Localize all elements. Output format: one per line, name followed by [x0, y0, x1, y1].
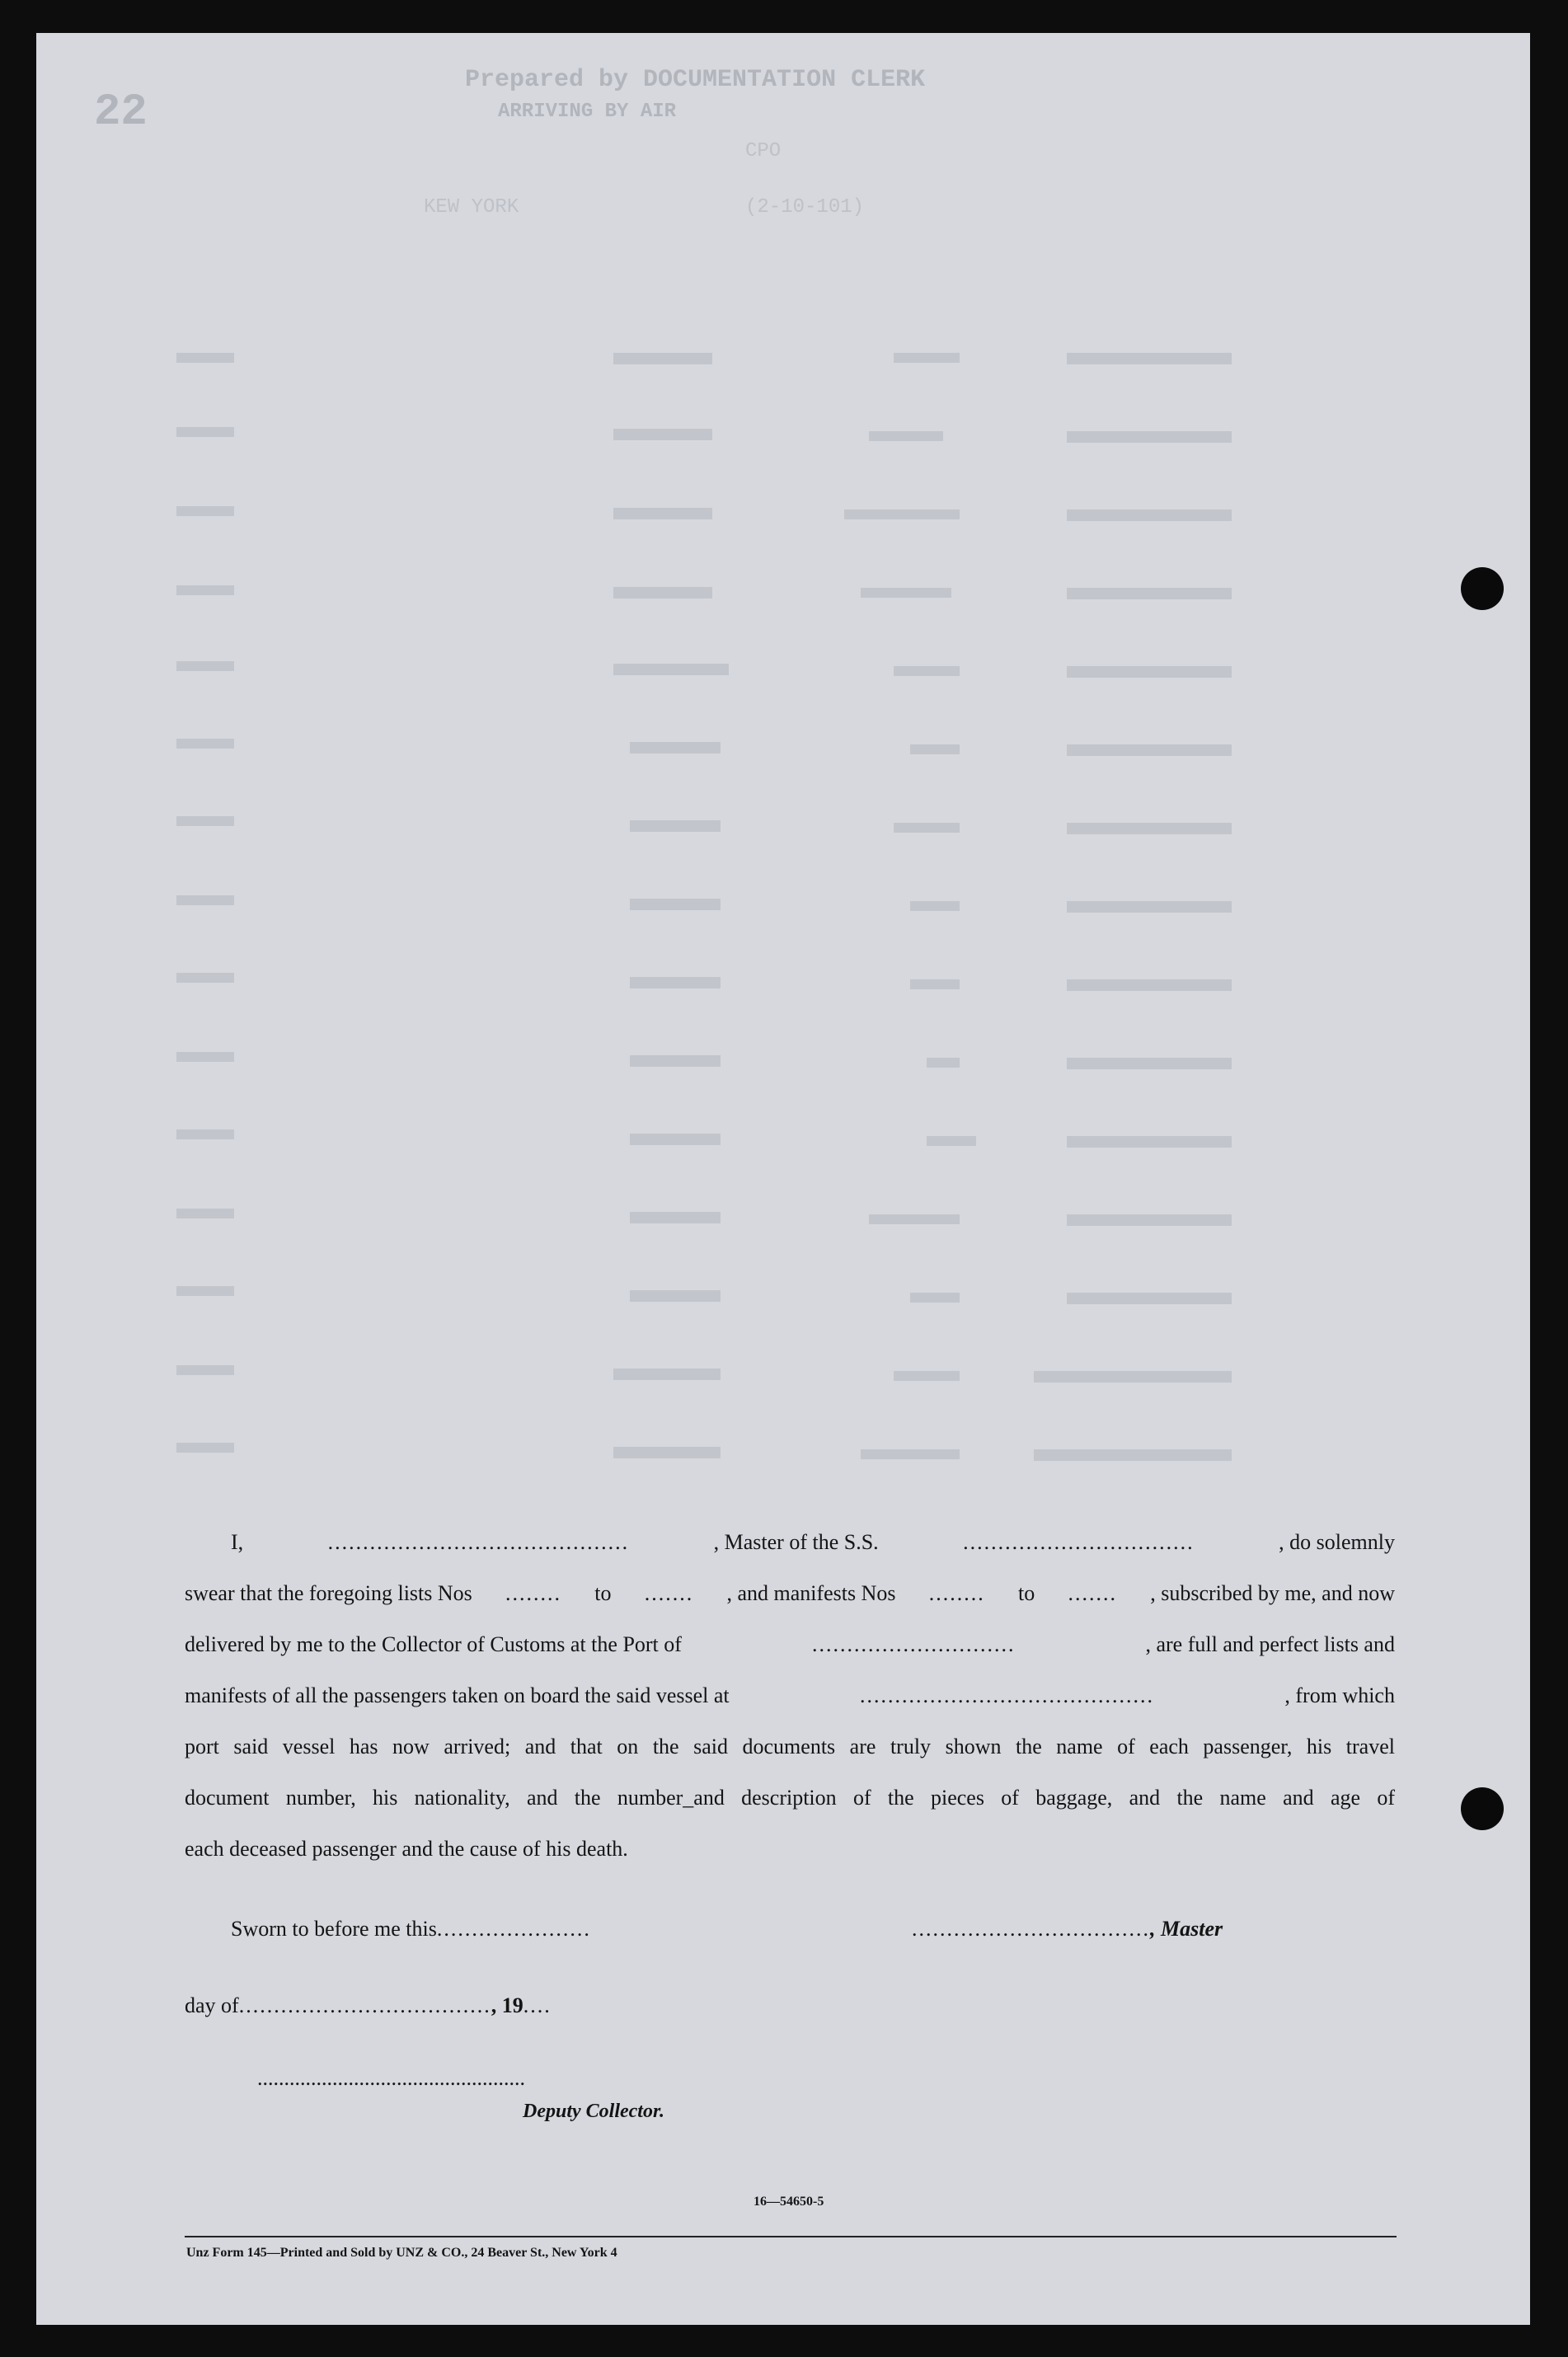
bleed-through-list-no: (2-10-101) — [745, 196, 865, 218]
master-label: , Master — [1150, 1917, 1223, 1941]
punch-hole-top — [1461, 567, 1504, 610]
deputy-signature-blank[interactable]: .................................................. — [257, 2066, 525, 2090]
sworn-date-blank[interactable]: ...................... — [436, 1917, 591, 1941]
manifests-from-blank[interactable]: ........ — [928, 1581, 985, 1605]
ship-name-blank[interactable]: ................................. — [963, 1530, 1195, 1554]
bleed-through-header: Prepared by DOCUMENTATION CLERK — [465, 66, 926, 94]
bleed-through-port: KEW YORK — [424, 196, 519, 218]
master-signature-blank[interactable]: .................................. — [912, 1917, 1150, 1941]
day-of-line: day of...................................., 19.... — [185, 1993, 552, 2017]
form-page — [36, 33, 1530, 2325]
bleed-through-code: CPO — [745, 140, 782, 162]
master-name-blank[interactable]: ........................................... — [327, 1530, 630, 1554]
lists-to-blank[interactable]: ....... — [644, 1581, 694, 1605]
punch-hole-bottom — [1461, 1787, 1504, 1830]
deputy-collector-label: Deputy Collector. — [523, 2101, 664, 2122]
oath-line-7: each deceased passenger and the cause of his death. — [185, 1837, 628, 1861]
bleed-through-subheader: ARRIVING BY AIR — [498, 101, 677, 123]
day-of-blank[interactable]: .................................... — [238, 1993, 491, 2017]
bleed-through-page-number: 22 — [94, 87, 148, 138]
footer-rule — [185, 2236, 1397, 2237]
departure-port-blank[interactable]: .......................................... — [860, 1683, 1155, 1707]
oath-line-3: delivered by me to the Collector of Customs at the Port of ............................. , are full and perfect lists and — [185, 1631, 1395, 1659]
sworn-line: Sworn to before me this...................... — [231, 1917, 591, 1941]
oath-line-5: port said vessel has now arrived; and that on the said documents are truly shown the name of each passenger, his travel — [185, 1735, 1395, 1758]
master-signature-line — [912, 1917, 1223, 1941]
year-blank[interactable]: .... — [523, 1993, 552, 2017]
form-number: 16—54650-5 — [753, 2195, 824, 2209]
manifests-to-blank[interactable]: ....... — [1068, 1581, 1117, 1605]
oath-line-4: manifests of all the passengers taken on board the said vessel at .......................................... , from which — [185, 1682, 1395, 1710]
oath-line-2: swear that the foregoing lists Nos ........ to ....... , and manifests Nos ........ to ....... , subscribed by me, and now — [185, 1580, 1395, 1608]
oath-line-6: document number, his nationality, and the number_and description of the pieces of baggage, and the name and age of — [185, 1786, 1395, 1810]
oath-line-1: I, ........................................... , Master of the S.S. ................................. , do solemnly — [185, 1528, 1395, 1556]
lists-from-blank[interactable]: ........ — [505, 1581, 561, 1605]
printer-imprint: Unz Form 145—Printed and Sold by UNZ & CO., 24 Beaver St., New York 4 — [186, 2246, 617, 2260]
bleed-through-rows — [36, 33, 1530, 1517]
port-blank[interactable]: ............................. — [811, 1632, 1016, 1656]
